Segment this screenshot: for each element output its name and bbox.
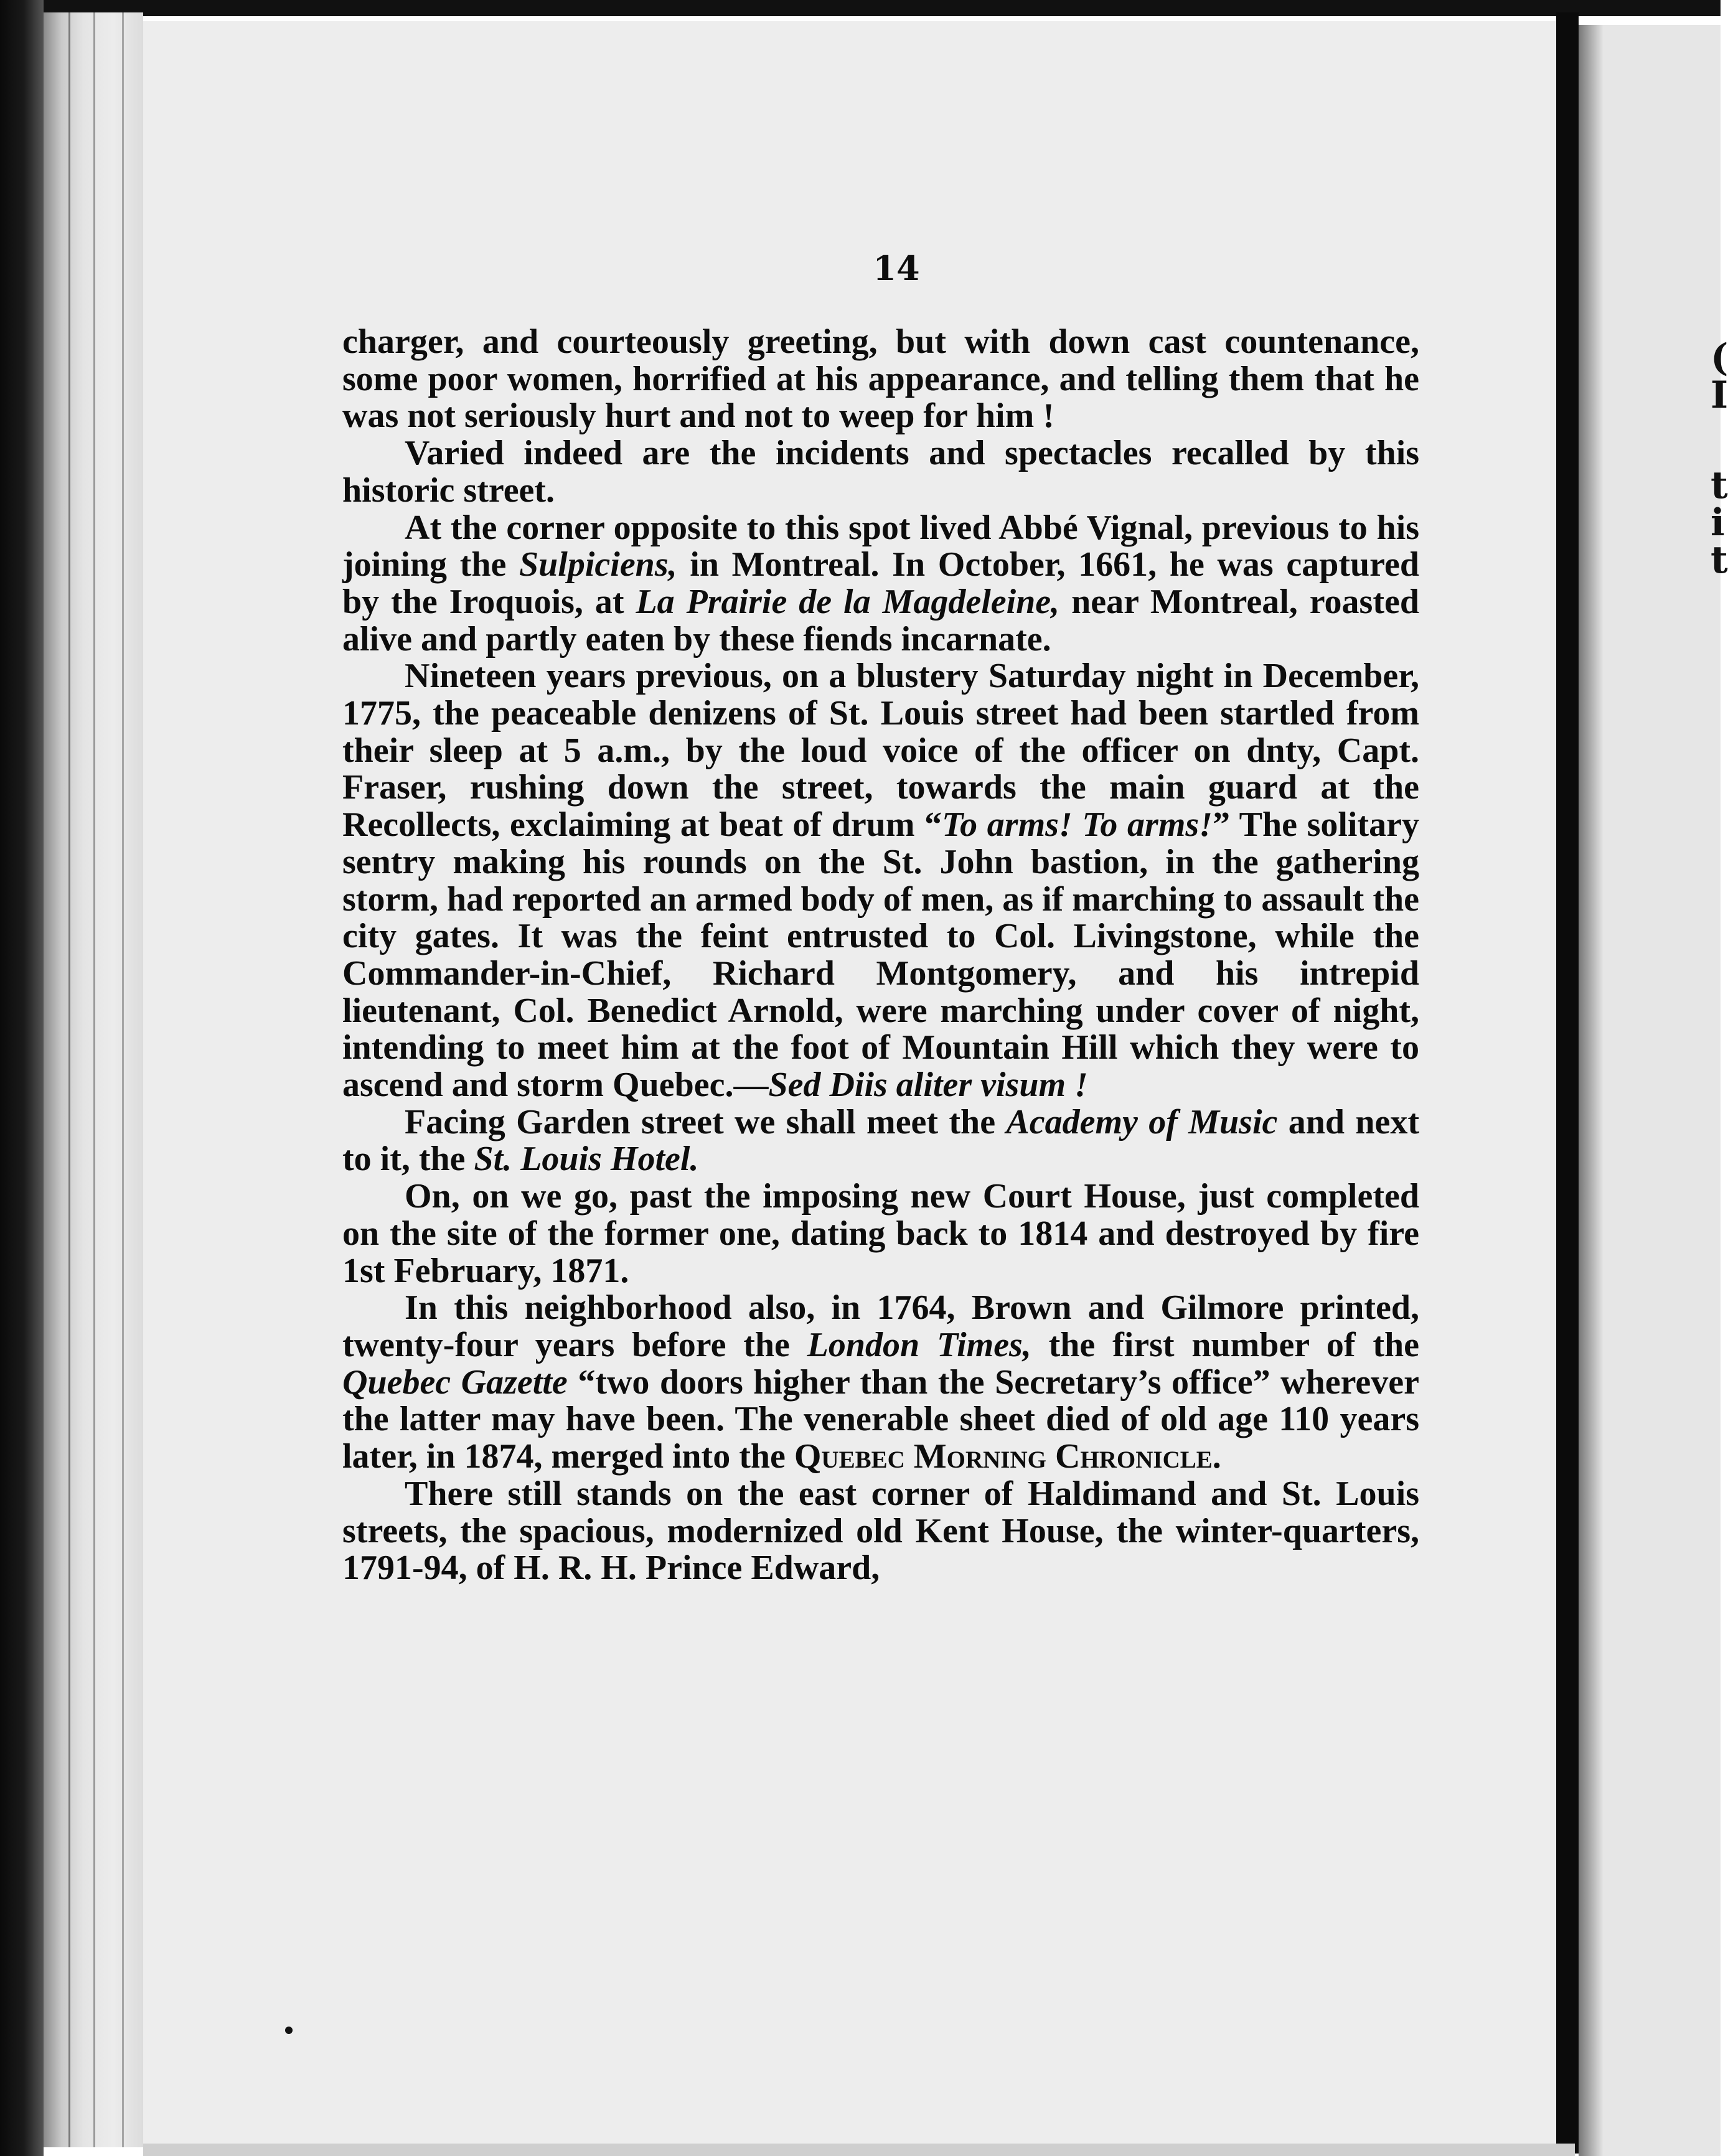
italic-text-run: St. Louis Hotel. bbox=[474, 1140, 699, 1179]
page-gutter-shadow bbox=[1556, 12, 1579, 2154]
text-run: near Montreal, roasted alive and partly eaten by these fiends incarnate. bbox=[342, 582, 1419, 659]
text-run: Nineteen years previous, on a blustery Saturday night in December, 1775, the peaceable denizens of St. Louis street had been startled from their sleep at 5 a.m., by the loud voice of the officer on dnty, Capt. Fraser, rushing down the street, towards the main guard at the Recollects, exclaiming at beat of drum “ bbox=[342, 657, 1419, 845]
facing-page-shadow bbox=[1579, 25, 1604, 2156]
text-run: At the corner opposite to this spot lived Abbé Vignal, previous to his joining the bbox=[342, 508, 1419, 584]
text-run: and next to it, the bbox=[342, 1102, 1420, 1179]
italic-text-run: La Prairie de la Magdeleine, bbox=[636, 582, 1060, 621]
spine-line bbox=[122, 12, 124, 2147]
facing-page-glyph: i bbox=[1711, 501, 1725, 545]
text-run: the first number of the bbox=[1031, 1325, 1420, 1364]
paragraph bbox=[342, 658, 1419, 1104]
smallcaps-text-run: Quebec Morning Chronicle. bbox=[794, 1437, 1221, 1476]
scanner-left-edge bbox=[0, 0, 44, 2156]
spine-line bbox=[93, 12, 95, 2147]
text-run: Varied indeed are the incidents and spectacles recalled by this historic street. bbox=[342, 434, 1419, 510]
facing-page-glyph: t bbox=[1711, 464, 1728, 507]
paragraph bbox=[342, 1178, 1419, 1290]
italic-text-run: Sed Diis aliter visum ! bbox=[768, 1066, 1088, 1105]
italic-text-run: Quebec Gazette bbox=[342, 1362, 568, 1402]
paragraph bbox=[342, 1290, 1419, 1476]
page-bottom-edge bbox=[143, 2144, 1575, 2156]
italic-text-run: London Times, bbox=[807, 1325, 1031, 1364]
text-run: On, on we go, past the imposing new Court House, just completed on the site of the former one, dating back to 1814 and destroyed by fire 1st February, 1871. bbox=[342, 1177, 1419, 1290]
text-run: ” The solitary sentry making his rounds on the St. John bastion, in the gathering storm, had reported an armed body of men, as if marching to assault the city gates. It was the feint entrusted to Col. Livingstone, while the Commander-in-Chief, Richard Montgomery, and his intrepid lieutenant, Col. Benedict Arnold, were marching under cover of night, intending to meet him at the foot of Mountain Hill which they were to ascend and storm Quebec.— bbox=[342, 805, 1419, 1105]
facing-page-glyph: t bbox=[1711, 538, 1728, 582]
scanner-top-edge bbox=[0, 0, 1721, 16]
paragraph bbox=[342, 324, 1419, 435]
page-number: 14 bbox=[873, 248, 920, 288]
paragraph bbox=[342, 435, 1419, 509]
text-run: in Montreal. In October, 1661, he was captured by the Iroquois, at bbox=[342, 545, 1419, 621]
ink-speck bbox=[285, 2027, 293, 2034]
paragraph bbox=[342, 1476, 1419, 1587]
text-run: “two doors higher than the Secretary’s office” wherever the latter may have been. The venerable sheet died of old age 110 years later, in 1874, merged into the bbox=[342, 1362, 1419, 1476]
facing-page-glyph: I bbox=[1711, 373, 1728, 417]
text-run: charger, and courteously greeting, but with down cast countenance, some poor women, horrified at his appearance, and telling them that he was not seriously hurt and not to weep for him ! bbox=[342, 322, 1419, 436]
paragraph bbox=[342, 510, 1419, 659]
text-run: In this neighborhood also, in 1764, Brown and Gilmore printed, twenty-four years before the bbox=[342, 1288, 1419, 1364]
italic-text-run: Academy of Music bbox=[1006, 1102, 1278, 1141]
text-run: Facing Garden street we shall meet the bbox=[405, 1102, 1007, 1141]
facing-page-glyph: ( bbox=[1711, 336, 1728, 380]
paragraph bbox=[342, 1104, 1419, 1178]
italic-text-run: Sulpiciens, bbox=[519, 545, 677, 584]
spine-line bbox=[68, 12, 70, 2147]
body-text bbox=[342, 324, 1419, 1587]
italic-text-run: To arms! To arms! bbox=[942, 805, 1213, 845]
text-run: There still stands on the east corner of Haldimand and St. Louis streets, the spacious, modernized old Kent House, the winter-quarters, 1791-94, of H. R. H. Prince Edward, bbox=[342, 1474, 1419, 1588]
